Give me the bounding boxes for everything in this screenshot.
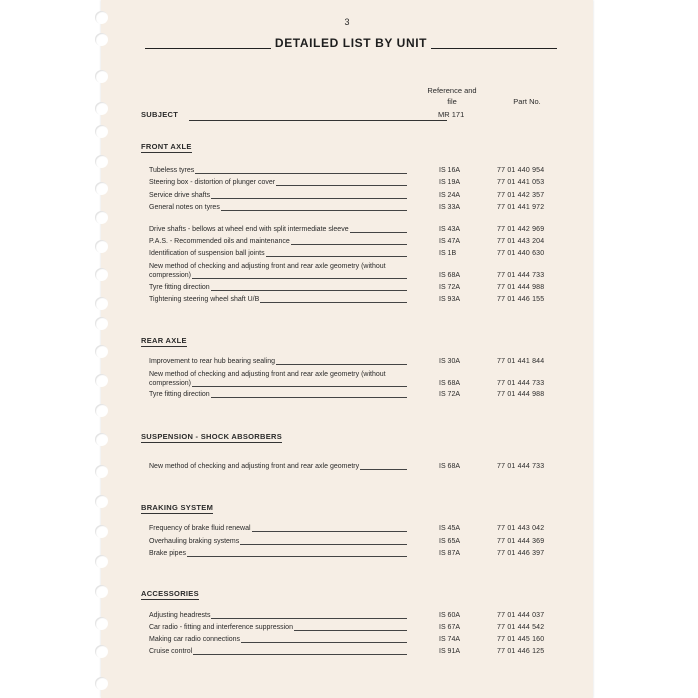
punch-hole <box>95 645 108 658</box>
subject-row <box>141 110 559 122</box>
list-item <box>149 461 559 471</box>
item-reference: IS 72A <box>439 391 461 398</box>
title-rule-left <box>145 48 271 49</box>
reference-column-header: Reference and file <box>427 86 477 106</box>
item-description: Adjusting headrests <box>149 612 211 619</box>
list-item <box>149 294 559 304</box>
item-description: Cruise control <box>149 648 193 655</box>
item-description: Car radio - fitting and interference suppression <box>149 624 293 631</box>
item-part-number: 77 01 444 988 <box>497 391 545 398</box>
punch-hole <box>95 125 108 138</box>
item-part-number: 77 01 441 972 <box>497 204 545 211</box>
binder-page <box>101 0 593 698</box>
item-part-number: 77 01 446 155 <box>497 296 545 303</box>
item-part-number: 77 01 445 160 <box>497 636 545 643</box>
item-part-number: 77 01 444 542 <box>497 624 545 631</box>
list-item <box>149 224 559 234</box>
list-item <box>149 371 559 388</box>
item-description: Tyre fitting direction <box>149 391 210 398</box>
subject-rule <box>189 120 447 121</box>
item-part-number: 77 01 442 969 <box>497 226 545 233</box>
item-part-number: 77 01 444 369 <box>497 538 545 545</box>
page-title: DETAILED LIST BY UNIT <box>274 36 428 50</box>
item-reference: IS 19A <box>439 179 461 186</box>
item-description: Brake pipes <box>149 550 186 557</box>
item-description: Tyre fitting direction <box>149 284 210 291</box>
item-description: General notes on tyres <box>149 204 220 211</box>
item-part-number: 77 01 440 630 <box>497 250 545 257</box>
page-number: 3 <box>344 17 350 27</box>
part-number-column-header: Part No. <box>513 97 541 106</box>
section-title: ACCESSORIES <box>141 589 199 598</box>
list-item <box>149 622 559 632</box>
punch-hole <box>95 525 108 538</box>
punch-hole <box>95 465 108 478</box>
punch-hole <box>95 433 108 446</box>
punch-hole <box>95 297 108 310</box>
subject-reference: MR 171 <box>438 110 465 119</box>
item-description: New method of checking and adjusting front and rear axle geometry (without compression) <box>149 371 386 387</box>
item-part-number: 77 01 444 988 <box>497 284 545 291</box>
list-item <box>149 236 559 246</box>
item-reference: IS 68A <box>439 463 461 470</box>
item-description: Improvement to rear hub bearing sealing <box>149 358 276 365</box>
list-item <box>149 548 559 558</box>
item-description: New method of checking and adjusting front and rear axle geometry <box>149 463 360 470</box>
punch-hole <box>95 677 108 690</box>
item-reference: IS 74A <box>439 636 461 643</box>
punch-hole <box>95 374 108 387</box>
item-description: Overhauling braking systems <box>149 538 240 545</box>
item-reference: IS 16A <box>439 167 461 174</box>
list-item <box>149 646 559 656</box>
item-reference: IS 68A <box>439 272 461 279</box>
item-reference: IS 33A <box>439 204 461 211</box>
item-reference: IS 1B <box>439 250 457 257</box>
item-description: Identification of suspension ball joints <box>149 250 265 257</box>
item-part-number: 77 01 443 042 <box>497 525 545 532</box>
item-part-number: 77 01 443 204 <box>497 238 545 245</box>
item-description: Tubeless tyres <box>149 167 195 174</box>
list-item <box>149 248 559 258</box>
punch-hole <box>95 317 108 330</box>
punch-hole <box>95 404 108 417</box>
punch-hole <box>95 155 108 168</box>
item-description: Frequency of brake fluid renewal <box>149 525 251 532</box>
punch-hole <box>95 585 108 598</box>
section-title: BRAKING SYSTEM <box>141 503 214 512</box>
item-reference: IS 24A <box>439 192 461 199</box>
item-part-number: 77 01 444 037 <box>497 612 545 619</box>
list-item <box>149 177 559 187</box>
punch-hole <box>95 70 108 83</box>
item-part-number: 77 01 444 733 <box>497 380 545 387</box>
list-item <box>149 263 559 280</box>
item-reference: IS 93A <box>439 296 461 303</box>
item-reference: IS 30A <box>439 358 461 365</box>
item-part-number: 77 01 441 053 <box>497 179 545 186</box>
item-reference: IS 60A <box>439 612 461 619</box>
item-description: Drive shafts - bellows at wheel end with split intermediate sleeve <box>149 226 349 233</box>
list-item <box>149 190 559 200</box>
list-item <box>149 202 559 212</box>
list-item <box>149 389 559 399</box>
punch-hole <box>95 495 108 508</box>
punch-hole <box>95 345 108 358</box>
item-part-number: 77 01 444 733 <box>497 272 545 279</box>
item-reference: IS 47A <box>439 238 461 245</box>
punch-hole <box>95 268 108 281</box>
list-item <box>149 634 559 644</box>
item-reference: IS 87A <box>439 550 461 557</box>
list-item <box>149 523 559 533</box>
title-row <box>145 36 557 50</box>
item-reference: IS 65A <box>439 538 461 545</box>
item-reference: IS 67A <box>439 624 461 631</box>
item-description: Steering box - distortion of plunger cover <box>149 179 276 186</box>
item-description: Making car radio connections <box>149 636 241 643</box>
punch-hole <box>95 240 108 253</box>
punch-hole <box>95 102 108 115</box>
item-reference: IS 45A <box>439 525 461 532</box>
list-item <box>149 165 559 175</box>
item-part-number: 77 01 440 954 <box>497 167 545 174</box>
item-description: P.A.S. - Recommended oils and maintenance <box>149 238 290 245</box>
item-part-number: 77 01 444 733 <box>497 463 545 470</box>
section-title: REAR AXLE <box>141 336 187 345</box>
item-part-number: 77 01 441 844 <box>497 358 545 365</box>
section-title: FRONT AXLE <box>141 142 192 151</box>
item-part-number: 77 01 446 125 <box>497 648 545 655</box>
punch-hole <box>95 182 108 195</box>
item-reference: IS 72A <box>439 284 461 291</box>
list-item <box>149 356 559 366</box>
list-item <box>149 536 559 546</box>
item-description: Service drive shafts <box>149 192 211 199</box>
item-description: Tightening steering wheel shaft U/B <box>149 296 260 303</box>
item-reference: IS 68A <box>439 380 461 387</box>
punch-hole <box>95 33 108 46</box>
title-rule-right <box>431 48 557 49</box>
subject-label: SUBJECT <box>141 110 179 119</box>
punch-hole <box>95 617 108 630</box>
item-description: New method of checking and adjusting front and rear axle geometry (without compression) <box>149 263 386 279</box>
item-part-number: 77 01 442 357 <box>497 192 545 199</box>
item-reference: IS 91A <box>439 648 461 655</box>
punch-hole <box>95 211 108 224</box>
item-part-number: 77 01 446 397 <box>497 550 545 557</box>
list-item <box>149 282 559 292</box>
list-item <box>149 610 559 620</box>
section-title: SUSPENSION - SHOCK ABSORBERS <box>141 432 283 441</box>
punch-hole <box>95 555 108 568</box>
item-reference: IS 43A <box>439 226 461 233</box>
